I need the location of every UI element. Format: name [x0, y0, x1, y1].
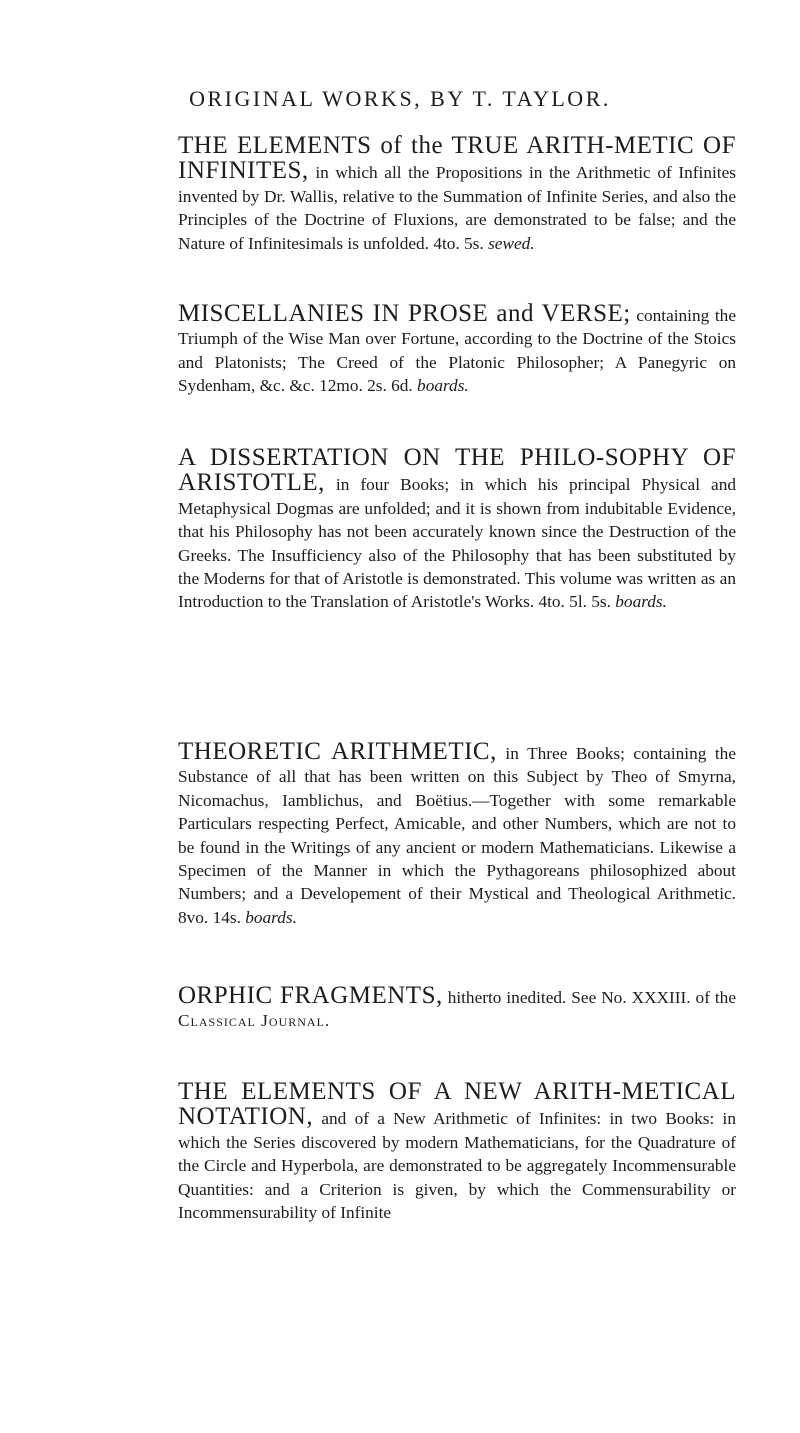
entry-title: A DISSERTATION ON THE PHILO-SOPHY OF ARISTOTLE,: [178, 444, 736, 497]
entry-journal: Classical Journal.: [178, 1011, 331, 1031]
entry-elements-true-arithmetic: [178, 134, 736, 255]
entry-new-arithmetical-notation: [178, 1080, 736, 1224]
entry-body: in four Books; in which his principal Physical and Metaphysical Dogmas are unfolded; and it is shown from indubitable Evidence, that his Philosophy has not been accurately known since the Destruction of the Greeks. The Insufficiency also of the Philosophy that has been substituted by the Moderns for that of Aristotle is demonstrated. This volume was written as an Introduction to the Translation of Aristotle's Works. 4to. 5l. 5s.: [178, 475, 736, 612]
entry-body: hitherto inedited. See No. XXXIII. of the: [447, 988, 736, 1007]
entry-binding: boards.: [615, 592, 667, 612]
entry-body: and of a New Arithmetic of Infinites: in two Books: in which the Series discovered by modern Mathematicians, for the Quadrature of the Circle and Hyperbola, are demonstrated to be aggregately Incommensurable Quantities: and a Criterion is given, by which the Commensurability or Incommensurability of Infinite: [178, 1109, 736, 1223]
entry-dissertation-aristotle: [178, 446, 736, 614]
entry-binding: sewed.: [488, 233, 535, 253]
entry-title: THEORETIC ARITHMETIC,: [178, 738, 497, 765]
entry-binding: boards.: [245, 907, 297, 927]
entry-binding: boards.: [417, 376, 469, 396]
entry-miscellanies: [178, 302, 736, 398]
page-header: ORIGINAL WORKS, BY T. TAYLOR.: [189, 86, 611, 111]
entry-orphic-fragments: [178, 984, 736, 1033]
entry-body: containing the Triumph of the Wise Man over Fortune, according to the Doctrine of the Stoics and Platonists; The Creed of the Platonic Philosopher; A Panegyric on Sydenham, &c. &c. 12mo. 2s. 6d.: [178, 306, 736, 396]
entry-title: ORPHIC FRAGMENTS,: [178, 982, 443, 1009]
entry-theoretic-arithmetic: [178, 740, 736, 929]
entry-title: THE ELEMENTS of the TRUE ARITH-METIC OF INFINITES,: [178, 132, 736, 185]
entry-body: in Three Books; containing the Substance of all that has been written on this Subject by Theo of Smyrna, Nicomachus, Iamblichus, and Boëtius.—Together with some remarkable Particulars respecting Perfect, Amicable, and other Numbers, which are not to be found in the Writings of any ancient or modern Mathematicians. Likewise a Specimen of the Manner in which the Pythagoreans philosophized about Numbers; and a Developement of their Mystical and Theological Arithmetic. 8vo. 14s.: [178, 744, 736, 927]
entry-title: THE ELEMENTS OF A NEW ARITH-METICAL NOTATION,: [178, 1078, 736, 1131]
entry-body: in which all the Propositions in the Arithmetic of Infinites invented by Dr. Wallis, relative to the Summation of Infinite Series, and also the Principles of the Doctrine of Fluxions, are demonstrated to be false; and the Nature of Infinitesimals is unfolded. 4to. 5s.: [178, 163, 736, 253]
entry-title: MISCELLANIES IN PROSE and VERSE;: [178, 300, 631, 327]
